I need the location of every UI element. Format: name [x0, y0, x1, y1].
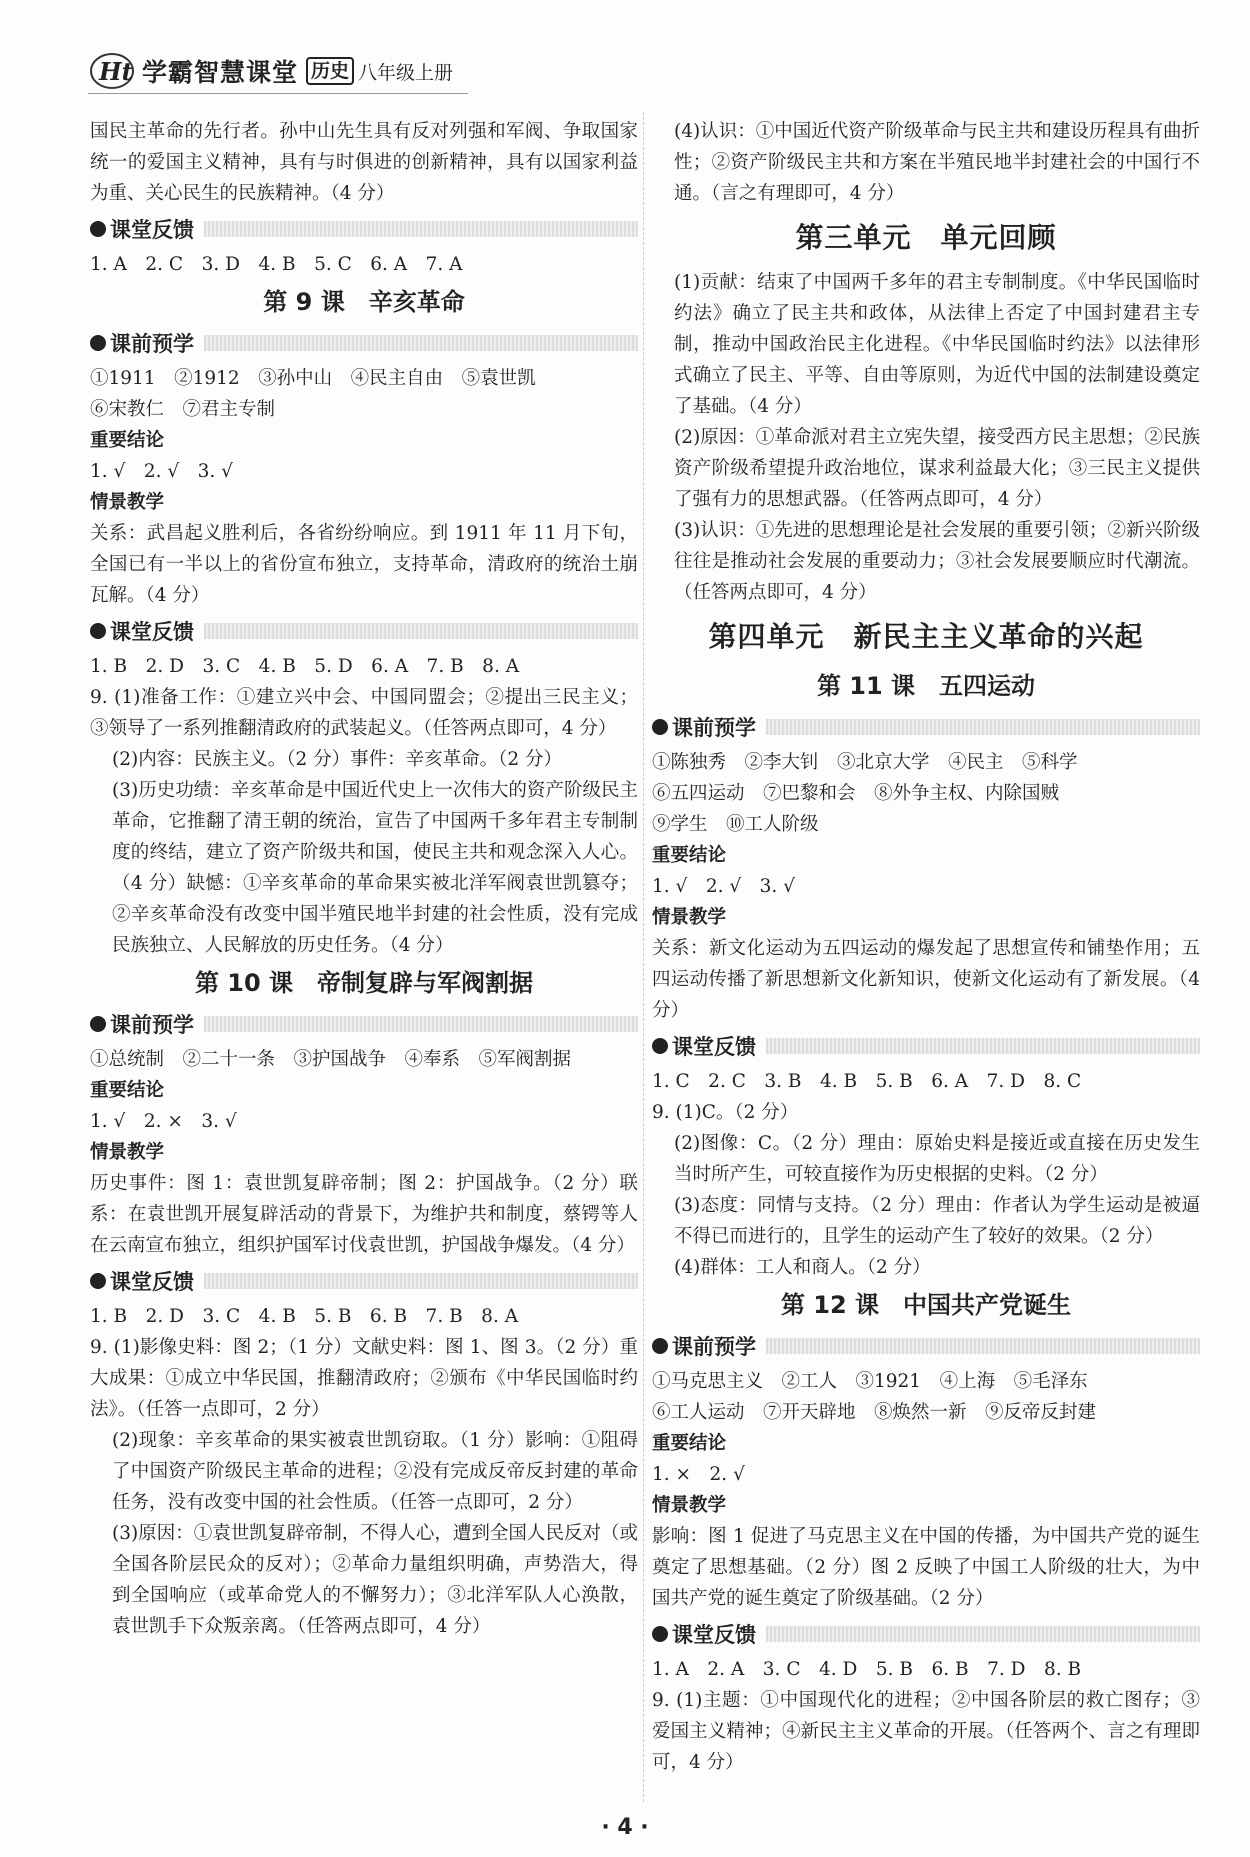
subsection-title: 重要结论	[652, 1433, 727, 1454]
answer-paragraph: 历史事件：图 1：袁世凯复辟帝制；图 2：护国战争。（2 分）联系：在袁世凯开展复辟活动的背景下，为维护共和制度，蔡锷等人在云南宣布独立，组织护国军讨伐袁世凯，护国战争爆发。（4 分）	[90, 1173, 638, 1256]
answer-paragraph: (3)原因：①袁世凯复辟帝制，不得人心，遭到全国人民反对（或全国各阶层民众的反对）；②革命力量组织明确，声势浩大，得到全国响应（或革命党人的不懈努力）；③北洋军队人心涣散，袁世凯手下众叛亲离。（任答两点即可，4 分）	[112, 1523, 638, 1637]
bullet-icon	[652, 1038, 668, 1054]
header-divider	[88, 93, 468, 94]
lesson-title: 第 11 课 五四运动	[816, 672, 1036, 700]
brand-name: 学霸智慧课堂	[142, 58, 299, 87]
answer-line: ①1911 ②1912 ③孙中山 ④民主自由 ⑤袁世凯	[90, 368, 536, 389]
grade-label: 八年级上册	[358, 61, 454, 84]
answer-paragraph: 9. (1)主题：①中国现代化的进程；②中国各阶层的救亡图存；③爱国主义精神；④新民主主义革命的开展。（任答两个、言之有理即可，4 分）	[652, 1690, 1200, 1773]
answer-paragraph: (2)原因：①革命派对君主立宪失望，接受西方民主思想；②民族资产阶级希望提升政治地位，谋求利益最大化；③三民主义提供了强有力的思想武器。（任答两点即可，4 分）	[674, 427, 1200, 510]
section-header: 课堂反馈	[652, 1027, 1200, 1065]
bullet-icon	[90, 335, 106, 351]
page-header	[88, 46, 468, 96]
section-header: 课堂反馈	[652, 1615, 1200, 1653]
subsection-title: 重要结论	[90, 430, 165, 451]
answer-line: ①总统制 ②二十一条 ③护国战争 ④奉系 ⑤军阀割据	[90, 1049, 572, 1070]
section-header: 课堂反馈	[90, 612, 638, 650]
section-header: 课前预学	[652, 708, 1200, 746]
bullet-icon	[652, 1626, 668, 1642]
section-header: 课前预学	[90, 1005, 638, 1043]
answer-line: ①马克思主义 ②工人 ③1921 ④上海 ⑤毛泽东	[652, 1371, 1088, 1392]
bullet-icon	[652, 1338, 668, 1354]
column-divider	[643, 112, 644, 1802]
answer-paragraph: 9. (1)准备工作：①建立兴中会、中国同盟会；②提出三民主义；③领导了一系列推翻清政府的武装起义。（任答两点即可，4 分）	[90, 687, 638, 739]
answer-paragraph: 影响：图 1 促进了马克思主义在中国的传播，为中国共产党的诞生奠定了思想基础。（2 分）图 2 反映了中国工人阶级的壮大，为中国共产党的诞生奠定了阶级基础。（2 分）	[652, 1526, 1200, 1609]
right-column	[652, 116, 1200, 1778]
answer-line: ①陈独秀 ②李大钊 ③北京大学 ④民主 ⑤科学	[652, 752, 1078, 773]
section-header: 课堂反馈	[90, 210, 638, 248]
bullet-icon	[90, 221, 106, 237]
answer-paragraph: (2)现象：辛亥革命的果实被袁世凯窃取。（1 分）影响：①阻碍了中国资产阶级民主革命的进程；②没有完成反帝反封建的革命任务，没有改变中国的社会性质。（任答一点即可，2 分）	[112, 1430, 638, 1513]
subsection-title: 情景教学	[652, 907, 727, 928]
answer-line: 1. A 2. C 3. D 4. B 5. C 6. A 7. A	[90, 254, 463, 275]
answer-line: 1. √ 2. × 3. √	[90, 1111, 237, 1132]
subsection-title: 重要结论	[652, 845, 727, 866]
lesson-title: 第 12 课 中国共产党诞生	[780, 1291, 1072, 1319]
answer-paragraph: (2)内容：民族主义。（2 分）事件：辛亥革命。（2 分）	[112, 749, 563, 770]
answer-line: 1. √ 2. √ 3. √	[90, 461, 233, 482]
bullet-icon	[652, 719, 668, 735]
section-header: 课前预学	[90, 324, 638, 362]
answer-line: ⑥五四运动 ⑦巴黎和会 ⑧外争主权、内除国贼	[652, 783, 1060, 804]
answer-line: 9. (1)C。（2 分）	[652, 1102, 799, 1123]
subsection-title: 重要结论	[90, 1080, 165, 1101]
page-number: · 4 ·	[601, 1815, 649, 1840]
answer-line: 1. B 2. D 3. C 4. B 5. B 6. B 7. B 8. A	[90, 1306, 519, 1327]
lesson-title: 第 9 课 辛亥革命	[263, 288, 465, 316]
answer-paragraph: (3)态度：同情与支持。（2 分）理由：作者认为学生运动是被逼不得已而进行的，且学生的运动产生了较好的效果。（2 分）	[674, 1195, 1200, 1247]
brand-logo-icon	[88, 51, 136, 91]
section-header: 课前预学	[652, 1327, 1200, 1365]
answer-line: 1. × 2. √	[652, 1464, 745, 1485]
answer-line: 1. B 2. D 3. C 4. B 5. D 6. A 7. B 8. A	[90, 656, 520, 677]
bullet-icon	[90, 623, 106, 639]
answer-line: 1. C 2. C 3. B 4. B 5. B 6. A 7. D 8. C	[652, 1071, 1082, 1092]
answer-line: (4)群体：工人和商人。（2 分）	[674, 1257, 931, 1278]
svg-text:Ht: Ht	[99, 57, 133, 86]
unit-title: 第三单元 单元回顾	[795, 221, 1057, 254]
bullet-icon	[90, 1016, 106, 1032]
unit-title: 第四单元 新民主主义革命的兴起	[708, 620, 1144, 653]
subsection-title: 情景教学	[90, 492, 165, 513]
answer-line: ⑥宋教仁 ⑦君主专制	[90, 399, 276, 420]
subsection-title: 情景教学	[90, 1142, 165, 1163]
answer-paragraph: (3)历史功绩：辛亥革命是中国近代史上一次伟大的资产阶级民主革命，它推翻了清王朝的统治，宣告了中国两千多年君主专制制度的终结，建立了资产阶级共和国，使民主共和观念深入人心。（4 分）缺憾：①辛亥革命的革命果实被北洋军阀袁世凯篡夺；②辛亥革命没有改变中国半殖民地半封建的社会性质，没有完成民族独立、人民解放的历史任务。（4 分）	[112, 780, 638, 956]
bullet-icon	[90, 1273, 106, 1289]
answer-line: ⑥工人运动 ⑦开天辟地 ⑧焕然一新 ⑨反帝反封建	[652, 1402, 1097, 1423]
answer-paragraph: 关系：新文化运动为五四运动的爆发起了思想宣传和铺垫作用；五四运动传播了新思想新文化新知识，使新文化运动有了新发展。（4 分）	[652, 938, 1200, 1021]
answer-paragraph: (3)认识：①先进的思想理论是社会发展的重要引领；②新兴阶级往往是推动社会发展的重要动力；③社会发展要顺应时代潮流。（任答两点即可，4 分）	[674, 520, 1200, 603]
answer-paragraph: 关系：武昌起义胜利后，各省纷纷响应。到 1911 年 11 月下旬，全国已有一半以上的省份宣布独立，支持革命，清政府的统治土崩瓦解。（4 分）	[90, 523, 638, 606]
subsection-title: 情景教学	[652, 1495, 727, 1516]
section-header: 课堂反馈	[90, 1262, 638, 1300]
answer-line: 1. √ 2. √ 3. √	[652, 876, 795, 897]
subject-badge: 历史	[306, 57, 354, 85]
answer-paragraph: (1)贡献：结束了中国两千多年的君主专制制度。《中华民国临时约法》确立了民主共和政体，从法律上否定了中国封建君主专制，推动中国政治民主化进程。《中华民国临时约法》以法律形式确立了民主、平等、自由等原则，为近代中国的法制建设奠定了基础。（4 分）	[674, 272, 1200, 417]
answer-line: ⑨学生 ⑩工人阶级	[652, 814, 819, 835]
answer-line: 1. A 2. A 3. C 4. D 5. B 6. B 7. D 8. B	[652, 1659, 1082, 1680]
answer-paragraph: 9. (1)影像史料：图 2；（1 分）文献史料：图 1、图 3。（2 分）重大成果：①成立中华民国，推翻清政府；②颁布《中华民国临时约法》。（任答一点即可，2 分）	[90, 1337, 638, 1420]
answer-paragraph: (2)图像：C。（2 分）理由：原始史料是接近或直接在历史发生当时所产生，可较直接作为历史根据的史料。（2 分）	[674, 1133, 1200, 1185]
left-column	[90, 116, 638, 1642]
intro-paragraph: 国民主革命的先行者。孙中山先生具有反对列强和军阀、争取国家统一的爱国主义精神，具有与时俱进的创新精神，具有以国家利益为重、关心民生的民族精神。（4 分）	[90, 121, 638, 204]
lesson-title: 第 10 课 帝制复辟与军阀割据	[194, 969, 534, 997]
answer-paragraph: (4)认识：①中国近代资产阶级革命与民主共和建设历程具有曲折性；②资产阶级民主共和方案在半殖民地半封建社会的中国行不通。（言之有理即可，4 分）	[674, 121, 1200, 204]
